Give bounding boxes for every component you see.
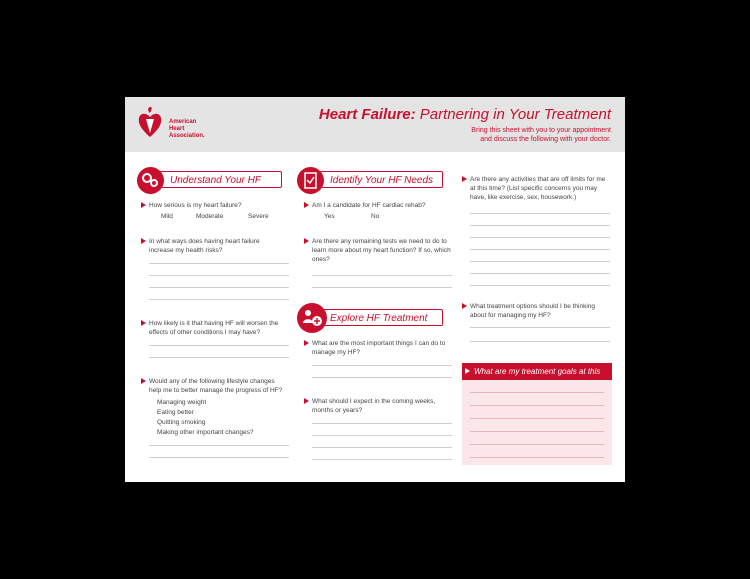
doctor-patient-icon (297, 303, 327, 333)
org-name: American Heart Association. (169, 119, 205, 139)
goals-title: What are my treatment goals at this (474, 367, 601, 376)
section-explore-title: Explore HF Treatment (313, 309, 443, 326)
answer-line[interactable] (312, 287, 452, 288)
answer-line[interactable] (149, 299, 289, 300)
answer-line[interactable] (312, 275, 452, 276)
answer-line[interactable] (470, 444, 604, 445)
explore-q2: What should I expect in the coming weeks, months or years? (312, 397, 452, 415)
section-understand-title: Understand Your HF (153, 171, 282, 188)
option-mild: Mild (161, 213, 173, 220)
answer-line[interactable] (470, 431, 604, 432)
answer-line[interactable] (312, 435, 452, 436)
header-bar (125, 97, 625, 152)
answer-line[interactable] (149, 457, 289, 458)
option-yes: Yes (324, 213, 335, 220)
subtitle-line-1: Bring this sheet with you to your appointment (471, 127, 611, 134)
answer-line[interactable] (149, 445, 289, 446)
page-title (319, 106, 611, 123)
answer-line[interactable] (470, 237, 610, 238)
worksheet-page (125, 97, 625, 482)
goals-answer-box[interactable] (462, 380, 612, 465)
answer-line[interactable] (470, 405, 604, 406)
section-identify-title: Identify Your HF Needs (313, 171, 443, 188)
option-severe: Severe (248, 213, 269, 220)
goals-header (462, 363, 612, 380)
option-moderate: Moderate (196, 213, 224, 220)
answer-line[interactable] (470, 225, 610, 226)
answer-line[interactable] (312, 365, 452, 366)
answer-line[interactable] (470, 418, 604, 419)
lifestyle-item: Quitting smoking (157, 419, 206, 426)
title-bold: Heart Failure: (318, 106, 416, 123)
clipboard-check-icon (297, 167, 324, 194)
identify-q1: Am I a candidate for HF cardiac rehab? (312, 201, 452, 210)
answer-line[interactable] (312, 423, 452, 424)
answer-line[interactable] (470, 213, 610, 214)
page-subtitle (471, 126, 611, 144)
title-rest: Partnering in Your Treatment (415, 106, 611, 123)
option-no: No (371, 213, 380, 220)
lifestyle-item: Eating better (157, 409, 194, 416)
section-understand (137, 171, 282, 190)
subtitle-line-2: and discuss the following with your doctor. (480, 136, 611, 143)
answer-line[interactable] (149, 287, 289, 288)
explore-q1: What are the most important things I can do to manage my HF? (312, 339, 452, 357)
lifestyle-item: Making other important changes? (157, 429, 254, 436)
answer-line[interactable] (312, 377, 452, 378)
understand-q2: In what ways does having heart failure increase my health risks? (149, 237, 279, 255)
answer-line[interactable] (149, 275, 289, 276)
answer-line[interactable] (470, 285, 610, 286)
answer-line[interactable] (470, 249, 610, 250)
understand-q4: Would any of the following lifestyle changes help me to better manage the progress of HF? (149, 377, 287, 395)
answer-line[interactable] (470, 341, 610, 342)
answer-line[interactable] (470, 273, 610, 274)
answer-line[interactable] (149, 345, 289, 346)
gears-icon (137, 167, 164, 194)
answer-line[interactable] (470, 392, 604, 393)
answer-line[interactable] (312, 447, 452, 448)
answer-line[interactable] (149, 357, 289, 358)
aha-logo (137, 105, 217, 145)
answer-line[interactable] (470, 457, 604, 458)
right-q2: What treatment options should I be thinking about for managing my HF? (470, 302, 610, 320)
section-explore (297, 309, 445, 328)
heart-torch-icon (137, 105, 163, 139)
lifestyle-item: Managing weight (157, 399, 207, 406)
answer-line[interactable] (312, 459, 452, 460)
answer-line[interactable] (149, 263, 289, 264)
understand-q3: How likely is it that having HF will worsen the effects of other conditions I may have? (149, 319, 289, 337)
understand-q1: How serious is my heart failure? (149, 201, 284, 210)
answer-line[interactable] (470, 327, 610, 328)
section-identify (297, 171, 445, 190)
right-q1: Are there any activities that are off limits for me at this time? (List specific concerns you may have, like exercise, sex, housework.) (470, 175, 610, 202)
identify-q2: Are there any remaining tests we need to do to learn more about my heart function? If so, which ones? (312, 237, 452, 264)
answer-line[interactable] (470, 261, 610, 262)
